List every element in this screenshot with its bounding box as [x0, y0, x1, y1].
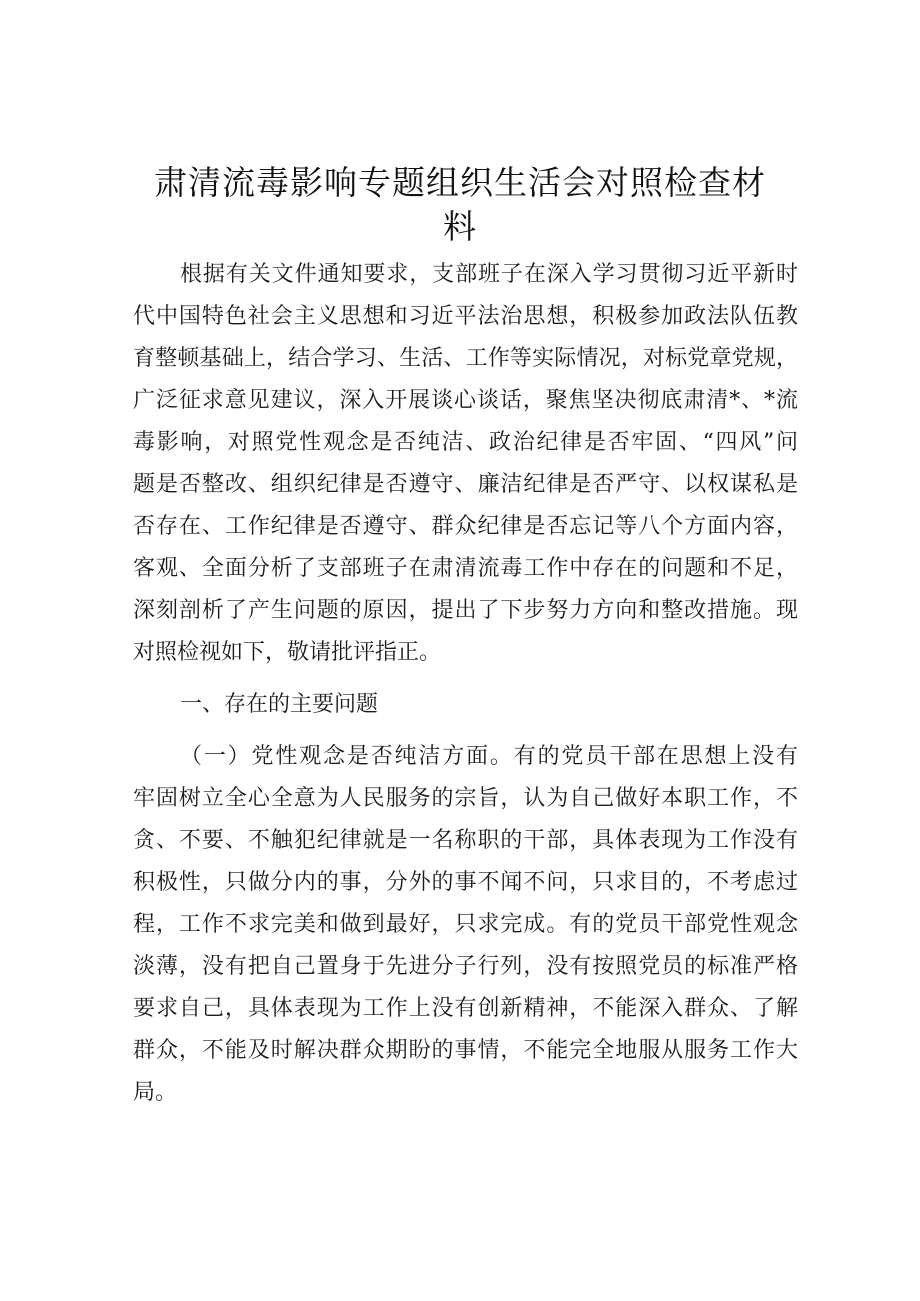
subsection-line: 积极性，只做分内的事，分外的事不闻不问，只求目的，不考虑过 [133, 870, 798, 895]
intro-line: 广泛征求意见建议，深入开展谈心谈话，聚焦坚决彻底肃清*、*流 [133, 388, 798, 413]
subsection-line: 程，工作不求完美和做到最好，只求完成。有的党员干部党性观念 [133, 912, 798, 937]
intro-line: 深刻剖析了产生问题的原因，提出了下步努力方向和整改措施。现 [133, 598, 798, 623]
subsection-line: 淡薄，没有把自己置身于先进分子行列，没有按照党员的标准严格 [133, 954, 798, 979]
subsection-line: 贪、不要、不触犯纪律就是一名称职的干部，具体表现为工作没有 [133, 828, 798, 853]
intro-line: 否存在、工作纪律是否遵守、群众纪律是否忘记等八个方面内容， [133, 514, 798, 539]
intro-line: 客观、全面分析了支部班子在肃清流毒工作中存在的问题和不足， [133, 556, 798, 581]
document-title-line-1: 肃清流毒影响专题组织生活会对照检查材 [154, 163, 766, 202]
subsection-line: 群众，不能及时解决群众期盼的事情，不能完全地服从服务工作大 [133, 1038, 798, 1063]
section-heading: 一、存在的主要问题 [180, 692, 379, 717]
subsection-line: 牢固树立全心全意为人民服务的宗旨，认为自己做好本职工作，不 [133, 786, 798, 811]
intro-line: 对照检视如下，敬请批评指正。 [133, 640, 442, 665]
intro-line: 毒影响，对照党性观念是否纯洁、政治纪律是否牢固、“四风”问 [133, 430, 798, 455]
subsection-line: 要求自己，具体表现为工作上没有创新精神，不能深入群众、了解 [133, 996, 798, 1021]
document-title-line-2: 料 [443, 207, 477, 246]
subsection-line: 局。 [133, 1080, 178, 1105]
intro-line: 题是否整改、组织纪律是否遵守、廉洁纪律是否严守、以权谋私是 [133, 472, 798, 497]
intro-line: 代中国特色社会主义思想和习近平法治思想，积极参加政法队伍教 [133, 304, 798, 329]
subsection-line: （一）党性观念是否纯洁方面。有的党员干部在思想上没有 [180, 744, 798, 769]
intro-line: 育整顿基础上，结合学习、生活、工作等实际情况，对标党章党规， [133, 346, 798, 371]
intro-line: 根据有关文件通知要求，支部班子在深入学习贯彻习近平新时 [180, 262, 798, 287]
